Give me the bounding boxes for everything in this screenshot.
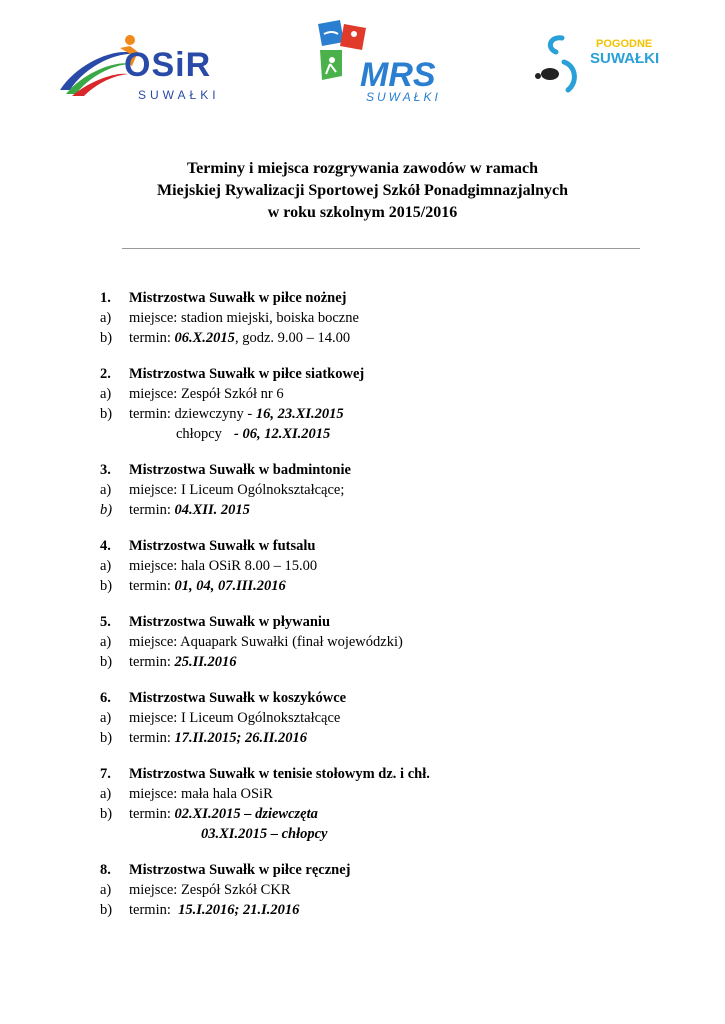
competition-list bbox=[100, 288, 660, 936]
divider bbox=[122, 248, 640, 249]
item-mark: a) bbox=[100, 310, 112, 326]
date-prefix: termin: bbox=[129, 730, 175, 746]
section-heading bbox=[100, 764, 660, 784]
mrs-city: SUWAŁKI bbox=[366, 90, 441, 104]
item-mark: b) bbox=[100, 730, 113, 746]
venue-line bbox=[100, 880, 660, 900]
section-title: Mistrzostwa Suwałk w koszykówce bbox=[129, 690, 347, 706]
osir-logo bbox=[58, 32, 228, 108]
date-text bbox=[129, 804, 318, 824]
date-prefix: termin: dziewczyny - bbox=[129, 406, 256, 422]
date-line bbox=[100, 652, 660, 672]
date-prefix: termin: bbox=[129, 578, 175, 594]
pogodne-line2: SUWAŁKI bbox=[590, 50, 660, 67]
competition-section bbox=[100, 288, 660, 348]
date-value: - 06, 12.XI.2015 bbox=[234, 426, 331, 442]
section-heading bbox=[100, 860, 660, 880]
date-value: 25.II.2016 bbox=[174, 654, 237, 670]
competition-section bbox=[100, 688, 660, 748]
item-mark: a) bbox=[100, 386, 112, 402]
section-heading bbox=[100, 688, 660, 708]
date-line bbox=[100, 576, 660, 596]
venue-line bbox=[100, 384, 660, 404]
section-title: Mistrzostwa Suwałk w badmintonie bbox=[129, 462, 351, 478]
section-title: Mistrzostwa Suwałk w tenisie stołowym dz. i chł. bbox=[129, 766, 430, 782]
section-number: 3. bbox=[100, 462, 111, 478]
section-number: 2. bbox=[100, 366, 111, 382]
item-mark: a) bbox=[100, 482, 112, 498]
item-mark: b) bbox=[100, 330, 113, 346]
section-heading bbox=[100, 536, 660, 556]
competition-section bbox=[100, 536, 660, 596]
competition-section bbox=[100, 460, 660, 520]
competition-section bbox=[100, 612, 660, 672]
section-number: 4. bbox=[100, 538, 111, 554]
date-value: 02.XI.2015 – dziewczęta bbox=[174, 806, 318, 822]
date-value: 01, 04, 07.III.2016 bbox=[174, 578, 286, 594]
title-line-3: w roku szkolnym 2015/2016 bbox=[267, 204, 458, 221]
logo-bar bbox=[0, 18, 725, 108]
section-number: 1. bbox=[100, 290, 111, 306]
date-text bbox=[129, 500, 250, 520]
date-line bbox=[100, 900, 660, 920]
date-value: 17.II.2015; 26.II.2016 bbox=[174, 730, 308, 746]
pogodne-line1: POGODNE bbox=[596, 38, 653, 50]
date-prefix: termin: bbox=[129, 330, 175, 346]
section-heading bbox=[100, 460, 660, 480]
title-line-1: Terminy i miejsca rozgrywania zawodów w ramach bbox=[186, 160, 539, 177]
document-title bbox=[0, 158, 725, 224]
item-mark: a) bbox=[100, 634, 112, 650]
date-line bbox=[100, 500, 660, 520]
date-value: 04.XII. 2015 bbox=[174, 502, 250, 518]
section-heading bbox=[100, 612, 660, 632]
section-title: Mistrzostwa Suwałk w futsalu bbox=[129, 538, 316, 554]
date-value: 16, 23.XI.2015 bbox=[255, 406, 344, 422]
section-heading bbox=[100, 288, 660, 308]
pogodne-suwalki-logo bbox=[528, 32, 660, 112]
item-mark: b) bbox=[100, 902, 113, 918]
date-prefix: termin: bbox=[129, 502, 175, 518]
section-number: 8. bbox=[100, 862, 111, 878]
item-mark: a) bbox=[100, 710, 112, 726]
venue-line bbox=[100, 480, 660, 500]
item-mark: b) bbox=[100, 654, 113, 670]
venue-line bbox=[100, 556, 660, 576]
section-heading bbox=[100, 364, 660, 384]
date-line bbox=[100, 804, 660, 824]
section-title: Mistrzostwa Suwałk w piłce siatkowej bbox=[129, 366, 365, 382]
item-mark: a) bbox=[100, 882, 112, 898]
competition-section bbox=[100, 364, 660, 444]
item-mark: a) bbox=[100, 786, 112, 802]
venue-text: miejsce: Aquapark Suwałki (finał wojewódzki) bbox=[129, 634, 403, 650]
date-text bbox=[176, 424, 330, 444]
date-prefix: chłopcy bbox=[176, 426, 222, 442]
section-title: Mistrzostwa Suwałk w piłce nożnej bbox=[129, 290, 347, 306]
item-mark: b) bbox=[100, 406, 113, 422]
date-value: 15.I.2016; 21.I.2016 bbox=[178, 902, 300, 918]
item-mark: b) bbox=[100, 502, 113, 518]
competition-section bbox=[100, 764, 660, 844]
date-text bbox=[129, 900, 299, 920]
item-mark: a) bbox=[100, 558, 112, 574]
date-line-continued bbox=[100, 824, 660, 844]
date-value: 06.X.2015 bbox=[174, 330, 235, 346]
date-line bbox=[100, 328, 660, 348]
venue-text: miejsce: I Liceum Ogólnokształcące bbox=[129, 710, 341, 726]
venue-text: miejsce: Zespół Szkół CKR bbox=[129, 882, 291, 898]
venue-line bbox=[100, 784, 660, 804]
mrs-logo bbox=[300, 20, 445, 106]
date-prefix: termin: bbox=[129, 654, 175, 670]
venue-line bbox=[100, 308, 660, 328]
title-line-2: Miejskiej Rywalizacji Sportowej Szkół Ponadgimnazjalnych bbox=[157, 182, 568, 199]
date-prefix: termin: bbox=[129, 806, 175, 822]
section-title: Mistrzostwa Suwałk w pływaniu bbox=[129, 614, 331, 630]
section-number: 7. bbox=[100, 766, 111, 782]
osir-city: SUWAŁKI bbox=[138, 88, 220, 102]
section-title: Mistrzostwa Suwałk w piłce ręcznej bbox=[129, 862, 351, 878]
date-line bbox=[100, 728, 660, 748]
date-text bbox=[129, 404, 344, 424]
mrs-name: MRS bbox=[360, 56, 436, 94]
section-number: 6. bbox=[100, 690, 111, 706]
venue-text: miejsce: Zespół Szkół nr 6 bbox=[129, 386, 284, 402]
venue-line bbox=[100, 632, 660, 652]
venue-line bbox=[100, 708, 660, 728]
date-text bbox=[129, 728, 307, 748]
venue-text: miejsce: stadion miejski, boiska boczne bbox=[129, 310, 359, 326]
competition-section bbox=[100, 860, 660, 920]
date-text bbox=[129, 652, 237, 672]
item-mark: b) bbox=[100, 806, 113, 822]
venue-text: miejsce: mała hala OSiR bbox=[129, 786, 273, 802]
date-line-continued bbox=[100, 424, 660, 444]
venue-text: miejsce: hala OSiR 8.00 – 15.00 bbox=[129, 558, 318, 574]
pogodne-figure-icon bbox=[528, 32, 588, 112]
venue-text: miejsce: I Liceum Ogólnokształcące; bbox=[129, 482, 345, 498]
date-suffix: , godz. 9.00 – 14.00 bbox=[234, 330, 351, 346]
date-line bbox=[100, 404, 660, 424]
date-value: 03.XI.2015 – chłopcy bbox=[201, 826, 328, 842]
date-text bbox=[129, 576, 286, 596]
item-mark: b) bbox=[100, 578, 113, 594]
osir-name: OSiR bbox=[124, 46, 212, 84]
date-prefix: termin: bbox=[129, 902, 179, 918]
date-text bbox=[129, 328, 350, 348]
section-number: 5. bbox=[100, 614, 111, 630]
